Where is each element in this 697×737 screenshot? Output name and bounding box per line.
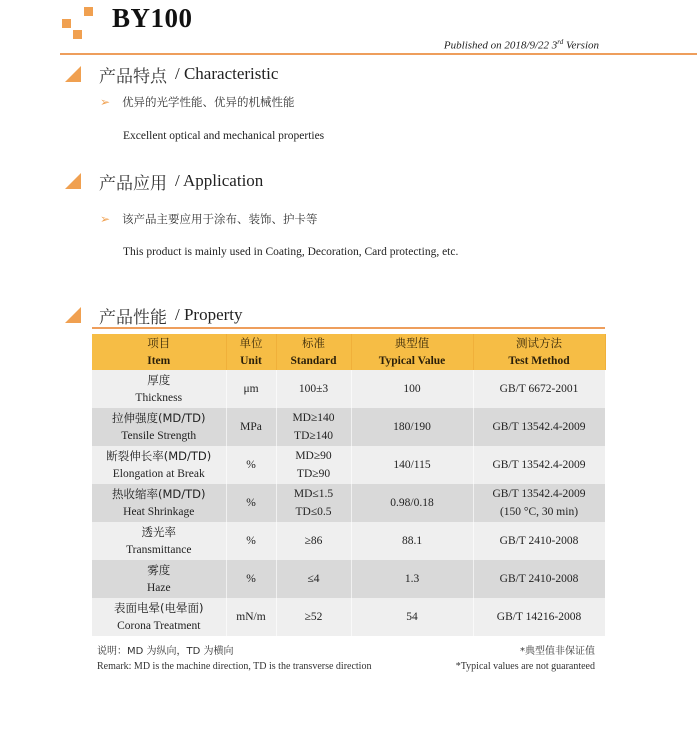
application-bullet: ➢ 该产品主要应用于涂布、装饰、护卡等 [100,212,318,226]
item-cell: 热收缩率(MD/TD) Heat Shrinkage [92,484,226,522]
typical-value-cell: 180/190 [351,408,473,446]
table-row [92,598,605,636]
section-characteristic-heading [65,62,278,86]
table-row [92,446,605,484]
test-method-cell: GB/T 2410-2008 [473,522,605,560]
test-method-cell: GB/T 14216-2008 [473,598,605,636]
typical-value-cell: 100 [351,370,473,408]
typical-value-cell: 140/115 [351,446,473,484]
unit-cell: % [226,446,276,484]
remark-cn: 说明：MD 为纵向，TD 为横向 [97,646,234,657]
column-header-test-method: 测试方法 Test Method [473,334,605,370]
logo-square [73,30,82,39]
test-method-cell: GB/T 6672-2001 [473,370,605,408]
logo-square [62,19,71,28]
item-cell: 厚度 Thickness [92,370,226,408]
standard-cell: ≤4 [276,560,351,598]
typical-value-cell: 0.98/0.18 [351,484,473,522]
column-header-item: 项目 Item [92,334,226,370]
test-method-cell: GB/T 13542.4-2009 [473,446,605,484]
triangle-icon [65,66,81,82]
product-title: BY100 [112,3,193,33]
table-header-row [92,334,605,370]
property-table [92,334,606,636]
table-row [92,408,605,446]
table-row [92,370,605,408]
typical-value-cell: 88.1 [351,522,473,560]
application-text-en: This product is mainly used in Coating, Decoration, Card protecting, etc. [123,246,459,258]
table-row [92,484,605,522]
test-method-cell: GB/T 13542.4-2009 [473,408,605,446]
property-divider [92,327,605,329]
item-cell: 雾度 Haze [92,560,226,598]
published-info: Published on 2018/9/22 3rd Version [443,38,599,52]
unit-cell: % [226,484,276,522]
unit-cell: % [226,560,276,598]
arrow-bullet-icon: ➢ [100,95,111,109]
logo-square [84,7,93,16]
characteristic-text-en: Excellent optical and mechanical properties [123,130,325,142]
column-header-standard: 标准 Standard [276,334,351,370]
item-cell: 拉伸强度(MD/TD) Tensile Strength [92,408,226,446]
test-method-cell: GB/T 13542.4-2009 (150 °C, 30 min) [473,484,605,522]
section-title-cn: 产品特点 [99,66,167,87]
standard-cell: 100±3 [276,370,351,408]
test-method-cell: GB/T 2410-2008 [473,560,605,598]
section-title-cn: 产品应用 [99,173,167,194]
characteristic-bullet: ➢ 优异的光学性能、优异的机械性能 [100,95,295,109]
unit-cell: mN/m [226,598,276,636]
section-title-en: / Characteristic [175,64,279,83]
item-cell: 透光率 Transmittance [92,522,226,560]
unit-cell: μm [226,370,276,408]
header-divider [60,53,697,55]
logo-icon [60,4,100,40]
typical-disclaimer-cn: *典型值非保证值 [520,646,595,657]
item-cell: 断裂伸长率(MD/TD) Elongation at Break [92,446,226,484]
typical-disclaimer-en: *Typical values are not guaranteed [455,661,595,672]
column-header-typical-value: 典型值 Typical Value [351,334,473,370]
remark-en: Remark: MD is the machine direction, TD is the transverse direction [97,661,372,672]
section-title-cn: 产品性能 [99,307,167,328]
section-property-heading [65,303,243,327]
item-cell: 表面电晕(电晕面) Corona Treatment [92,598,226,636]
standard-cell: ≥52 [276,598,351,636]
section-title-en: / Application [175,171,264,190]
section-application-heading [65,169,263,193]
standard-cell: ≥86 [276,522,351,560]
triangle-icon [65,307,81,323]
table-row [92,522,605,560]
table-row [92,560,605,598]
arrow-bullet-icon: ➢ [100,212,111,226]
standard-cell: MD≤1.5 TD≤0.5 [276,484,351,522]
standard-cell: MD≥90 TD≥90 [276,446,351,484]
standard-cell: MD≥140 TD≥140 [276,408,351,446]
unit-cell: % [226,522,276,560]
typical-value-cell: 54 [351,598,473,636]
triangle-icon [65,173,81,189]
column-header-unit: 单位 Unit [226,334,276,370]
section-title-en: / Property [175,305,243,324]
typical-value-cell: 1.3 [351,560,473,598]
unit-cell: MPa [226,408,276,446]
